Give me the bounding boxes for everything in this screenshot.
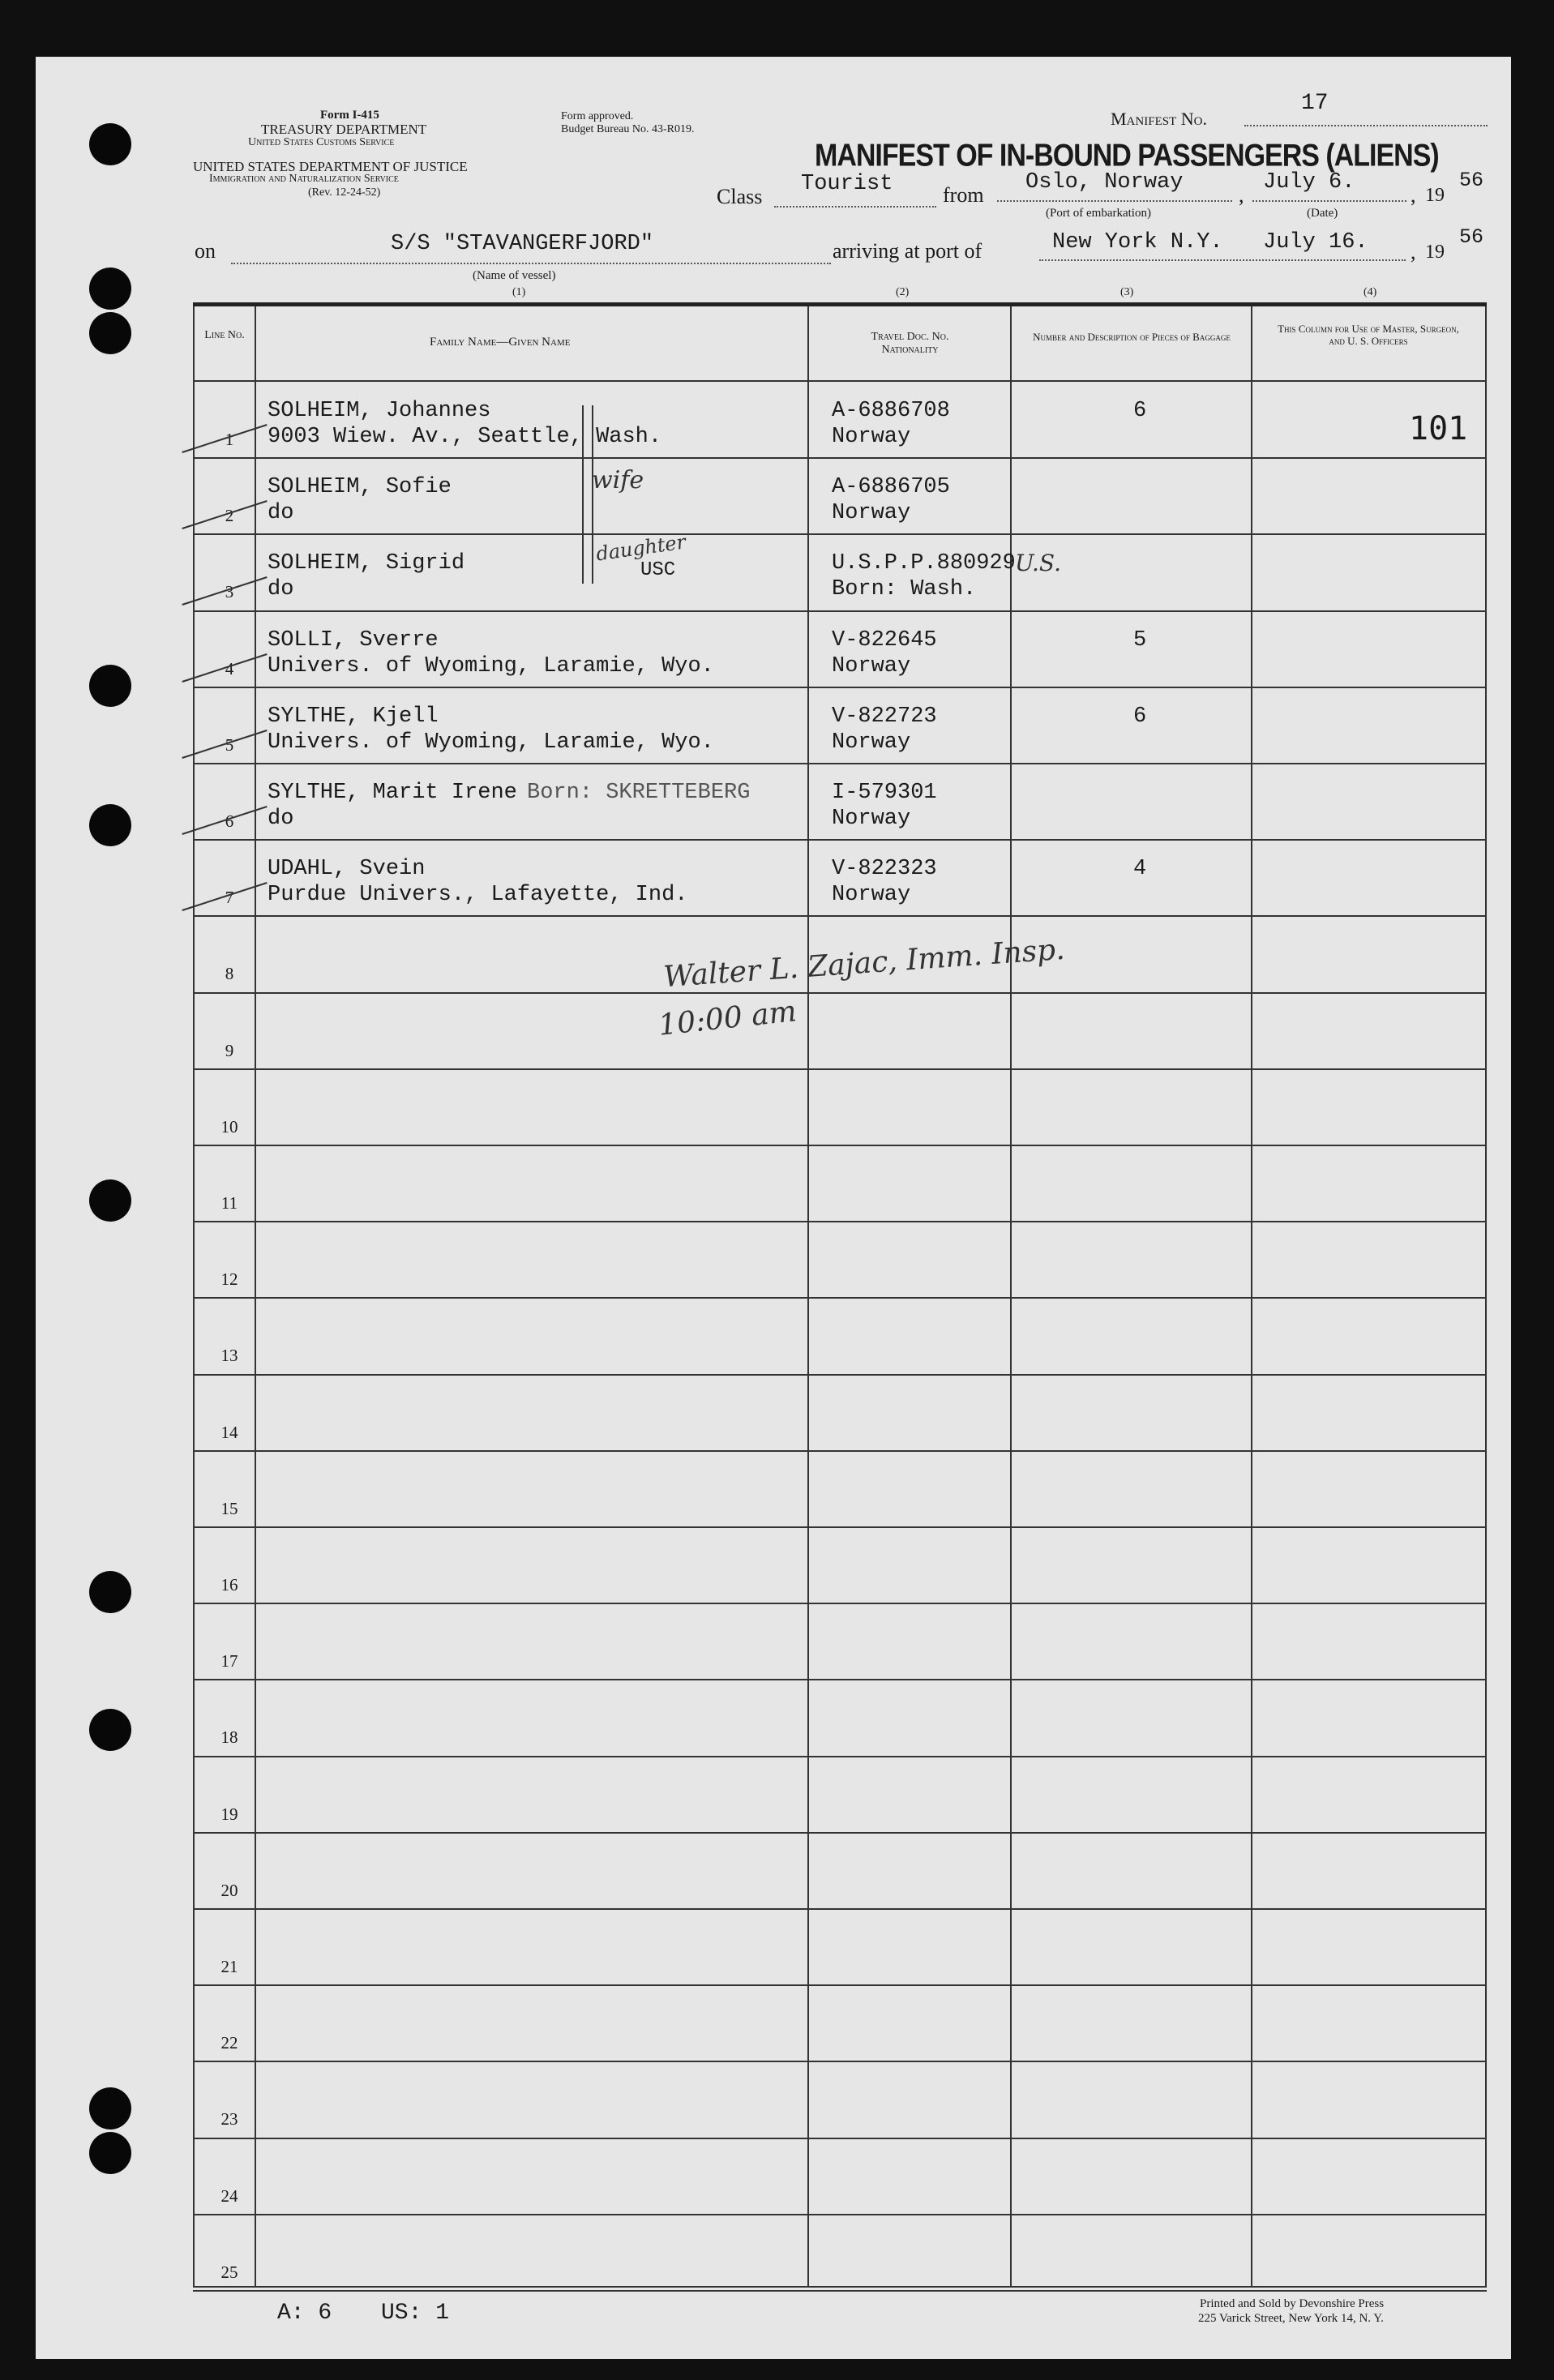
comma: ,: [1411, 240, 1416, 263]
passenger-name: SYLTHE, Kjell: [268, 704, 439, 729]
handwritten-us: U.S.: [1015, 550, 1062, 576]
binder-hole: [89, 1179, 131, 1222]
budget-bureau: Budget Bureau No. 43-R019.: [561, 123, 695, 135]
year-prefix: 19: [1425, 242, 1445, 263]
passenger-address: Univers. of Wyoming, Laramie, Wyo.: [268, 653, 714, 678]
table-row: [193, 1679, 1487, 1757]
travel-doc-number: U.S.P.P.880929: [832, 551, 1016, 576]
passenger-address: do: [268, 577, 294, 602]
comma: ,: [1239, 183, 1244, 207]
line-number: 15: [220, 1498, 238, 1518]
line-number: 14: [220, 1422, 238, 1442]
date-caption: (Date): [1307, 207, 1338, 220]
from-label: from: [943, 183, 984, 207]
line-number: 24: [220, 2185, 238, 2206]
table-row: [193, 1526, 1487, 1604]
line-number: 25: [220, 2262, 238, 2282]
column-number-4: (4): [1363, 286, 1377, 298]
table-row: [193, 1984, 1487, 2062]
departure-date: July 6.: [1263, 170, 1355, 195]
passenger-name: SOLHEIM, Johannes: [268, 399, 491, 423]
class-field: [774, 204, 936, 208]
line-number: 23: [220, 2109, 238, 2130]
binder-hole: [89, 312, 131, 354]
travel-doc-number: A-6886708: [832, 399, 950, 423]
passenger-address: do: [268, 501, 294, 526]
travel-doc-number: V-822645: [832, 627, 937, 653]
printer-line-1: Printed and Sold by Devonshire Press: [1200, 2297, 1385, 2310]
departure-year: 56: [1459, 169, 1484, 192]
line-number: 17: [220, 1651, 238, 1672]
comma: ,: [1411, 183, 1416, 207]
passenger-name: SOLHEIM, Sigrid: [268, 551, 465, 576]
arrival-port-field: [1039, 258, 1406, 261]
line-number: 4: [225, 658, 234, 678]
us-tally: US: 1: [381, 2301, 450, 2326]
table-row: [193, 992, 1487, 1070]
line-number: 11: [220, 1193, 238, 1213]
arrival-date: July 16.: [1263, 230, 1368, 255]
binder-hole: [89, 1709, 131, 1751]
header-travel-doc: Travel Doc. No. Nationality: [871, 331, 949, 356]
arrival-year: 56: [1459, 225, 1484, 249]
travel-doc-number: V-822323: [832, 857, 937, 882]
year-prefix: 19: [1425, 185, 1445, 206]
ins-service: Immigration and Naturalization Service: [209, 173, 399, 185]
travel-doc-number: A-6886705: [832, 475, 950, 500]
header-officers: This Column for Use of Master, Surgeon, and U. S. Officers: [1278, 323, 1459, 347]
customs-service: United States Customs Service: [248, 136, 395, 148]
manifest-no-field: [1244, 123, 1488, 126]
line-number: 19: [220, 1804, 238, 1824]
usc-note: USC: [640, 559, 676, 581]
maiden-name-note: Born: SKRETTEBERG: [527, 781, 751, 805]
binder-hole: [89, 665, 131, 707]
passenger-name: SOLHEIM, Sofie: [268, 475, 452, 500]
table-row: [193, 2214, 1487, 2292]
baggage-count: 4: [1133, 857, 1147, 882]
line-number: 7: [225, 888, 234, 908]
nationality: Norway: [832, 807, 911, 831]
table-row: [193, 1374, 1487, 1452]
passenger-address: 9003 Wiew. Av., Seattle, Wash.: [268, 425, 662, 449]
on-label: on: [195, 239, 216, 263]
line-number: 22: [220, 2033, 238, 2053]
passenger-address: do: [268, 807, 294, 831]
nationality: Norway: [832, 883, 911, 908]
embark-caption: (Port of embarkation): [1046, 207, 1151, 220]
printer-line-2: 225 Varick Street, New York 14, N. Y.: [1198, 2312, 1384, 2325]
nationality: Norway: [832, 730, 911, 755]
officer-note: 101: [1409, 410, 1468, 447]
line-number: 21: [220, 1957, 238, 1976]
class-value: Tourist: [801, 172, 893, 196]
nationality: Norway: [832, 653, 911, 678]
line-number: 2: [225, 506, 234, 526]
header-family-name: Family Name—Given Name: [430, 336, 571, 349]
table-row: [193, 2061, 1487, 2138]
nationality: Norway: [832, 425, 911, 449]
inspector-signature: Walter L. Zajac, Imm. Insp.: [662, 932, 1066, 995]
handwritten-wife: wife: [592, 466, 644, 494]
line-number: 9: [225, 1040, 234, 1060]
vessel-field: [231, 261, 831, 264]
revision: (Rev. 12-24-52): [308, 186, 381, 199]
alien-tally: A: 6: [277, 2301, 332, 2326]
table-row: [193, 1297, 1487, 1375]
binder-hole: [89, 123, 131, 165]
line-number: 5: [225, 734, 234, 755]
passenger-name: SYLTHE, Marit Irene: [268, 781, 517, 805]
line-number: 18: [220, 1727, 238, 1748]
form-approved: Form approved.: [561, 110, 634, 122]
justice-dept: UNITED STATES DEPARTMENT OF JUSTICE: [193, 159, 468, 174]
header-line-no: Line No.: [204, 329, 245, 341]
manifest-number: 17: [1301, 91, 1329, 116]
header-baggage: Number and Description of Pieces of Baggage: [1033, 331, 1231, 343]
port-of-arrival: New York N.Y.: [1052, 230, 1223, 255]
baggage-count: 5: [1133, 627, 1147, 653]
travel-doc-number: I-579301: [832, 781, 937, 805]
binder-hole: [89, 268, 131, 310]
manifest-title: MANIFEST OF IN-BOUND PASSENGERS (ALIENS): [815, 138, 1439, 173]
line-number: 6: [225, 811, 234, 831]
line-number: 13: [220, 1346, 238, 1366]
binder-hole: [89, 2087, 131, 2130]
line-number: 3: [225, 582, 234, 602]
passenger-name: SOLLI, Sverre: [268, 627, 439, 653]
table-row: [193, 1221, 1487, 1299]
vessel-caption: (Name of vessel): [473, 269, 556, 282]
treasury-dept: TREASURY DEPARTMENT: [261, 122, 427, 137]
line-number: 16: [220, 1575, 238, 1595]
arriving-label: arriving at port of: [833, 239, 982, 263]
manifest-no-label: Manifest No.: [1111, 109, 1207, 129]
date1-field: [1252, 199, 1406, 202]
table-row: [193, 1068, 1487, 1146]
line-number: 20: [220, 1880, 238, 1900]
line-number: 10: [220, 1116, 238, 1136]
table-row: [193, 1756, 1487, 1834]
form-number: Form I-415: [320, 109, 379, 122]
baggage-count: 6: [1133, 704, 1147, 729]
table-row: [193, 1603, 1487, 1680]
column-number-1: (1): [512, 286, 526, 298]
binder-hole: [89, 804, 131, 846]
line-number: 12: [220, 1269, 238, 1290]
nationality: Norway: [832, 501, 911, 526]
table-row: [193, 1450, 1487, 1528]
vessel-name: S/S "STAVANGERFJORD": [391, 232, 654, 256]
line-number: 1: [225, 430, 234, 449]
table-row: [193, 1908, 1487, 1986]
column-number-2: (2): [896, 286, 910, 298]
nationality: Born: Wash.: [832, 577, 977, 602]
inspection-time: 10:00 am: [657, 995, 798, 1042]
baggage-count: 6: [1133, 399, 1147, 423]
column-number-3: (3): [1120, 286, 1134, 298]
passenger-name: UDAHL, Svein: [268, 857, 426, 882]
passenger-address: Univers. of Wyoming, Laramie, Wyo.: [268, 730, 714, 755]
binder-hole: [89, 1571, 131, 1613]
handwritten-daughter: daughter: [594, 530, 687, 566]
table-row: [193, 1832, 1487, 1910]
embark-field: [997, 199, 1232, 202]
passenger-address: Purdue Univers., Lafayette, Ind.: [268, 883, 688, 908]
table-top-border: [193, 302, 1487, 306]
port-of-embarkation: Oslo, Norway: [1025, 170, 1184, 195]
table-row: [193, 2138, 1487, 2215]
table-row: [193, 1145, 1487, 1222]
binder-hole: [89, 2132, 131, 2174]
class-label: Class: [717, 185, 763, 208]
line-number: 8: [225, 964, 234, 984]
travel-doc-number: V-822723: [832, 704, 937, 729]
